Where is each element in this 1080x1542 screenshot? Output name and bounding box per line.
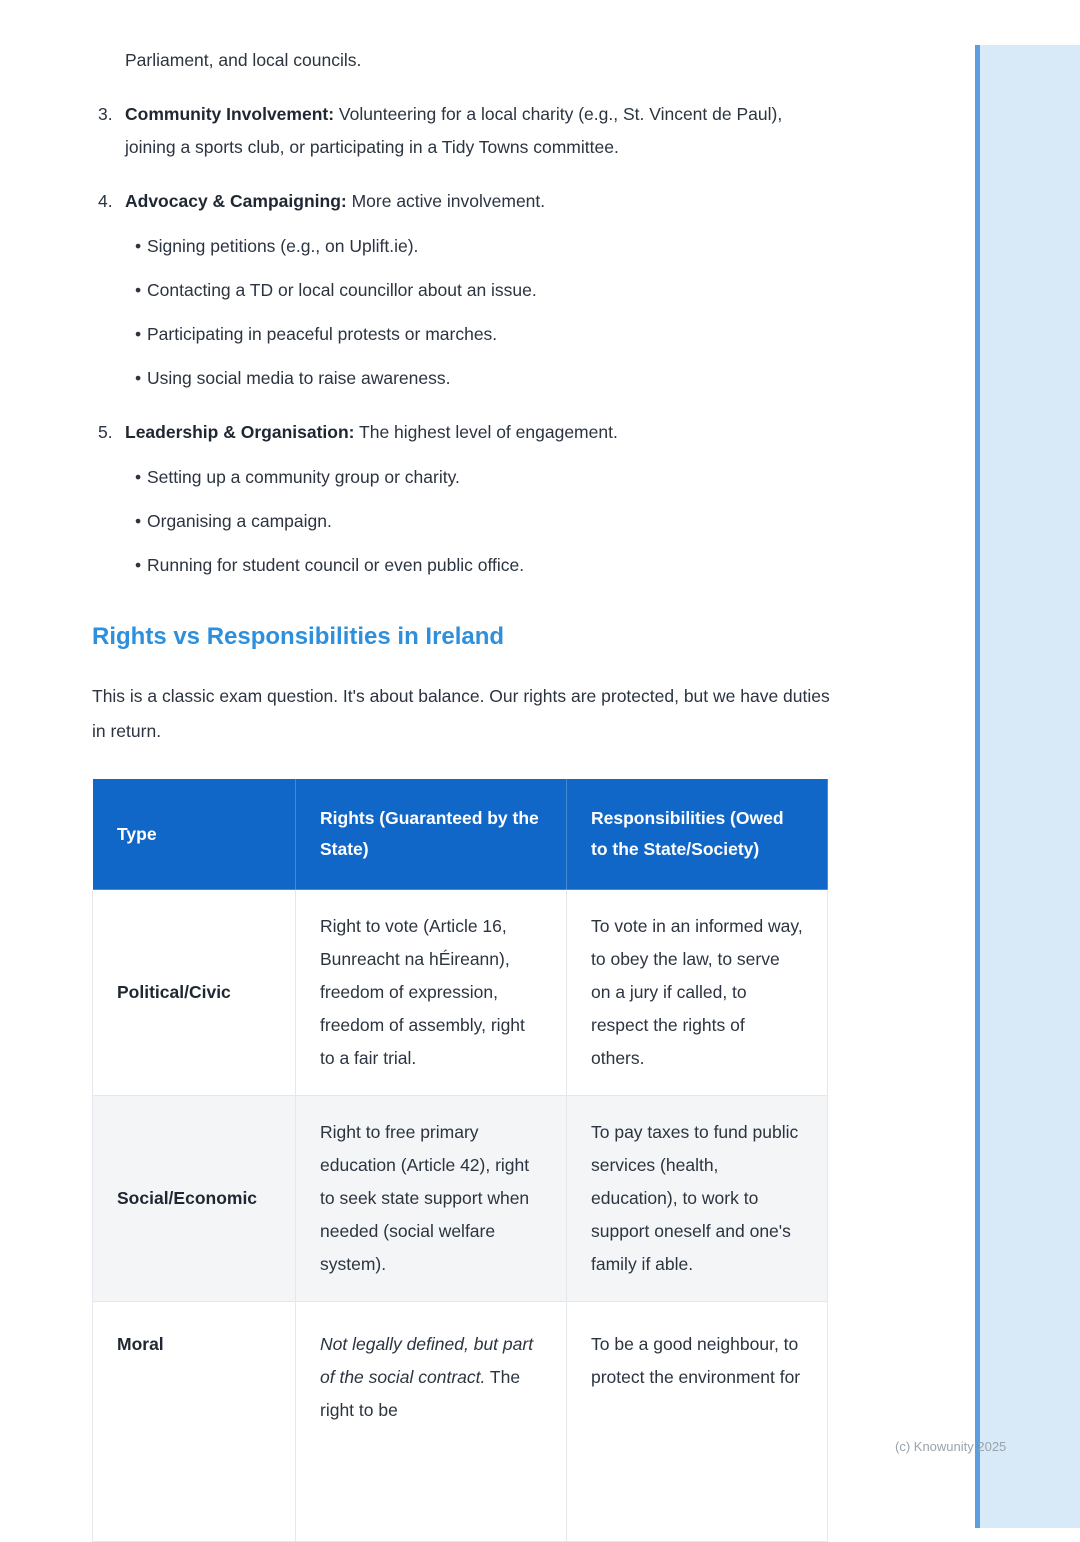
table-header-responsibilities: Responsibilities (Owed to the State/Society) (567, 779, 828, 890)
bullet-text: Contacting a TD or local councillor about an issue. (147, 280, 537, 300)
list-item-term: Advocacy & Campaigning: (125, 191, 347, 211)
bullet-icon (125, 549, 147, 582)
table-header-row (93, 779, 828, 890)
list-item (92, 416, 832, 582)
list-item-description: More active involvement. (346, 191, 546, 211)
table-row (93, 1302, 828, 1542)
table-row (93, 890, 828, 1096)
bullet-list (125, 461, 832, 582)
copyright-text: (c) Knowunity 2025 (895, 1439, 1007, 1454)
list-item (125, 318, 785, 351)
bullet-icon (125, 505, 147, 538)
next-page-preview (975, 45, 1080, 1528)
cell-rights-rest: The right to be (320, 1367, 521, 1420)
section-intro: This is a classic exam question. It's about balance. Our rights are protected, but we have duties in return. (92, 686, 830, 741)
list-item (92, 98, 832, 164)
list-item-body (125, 98, 832, 164)
bullet-text: Organising a campaign. (147, 511, 332, 531)
bullet-text: Signing petitions (e.g., on Uplift.ie). (147, 236, 419, 256)
rights-responsibilities-table (92, 778, 828, 1542)
bullet-list (125, 230, 832, 395)
list-item-term: Leadership & Organisation: (125, 422, 355, 442)
list-item-text (125, 98, 807, 164)
bullet-text: Participating in peaceful protests or marches. (147, 324, 498, 344)
cell-rights-italic: Not legally defined, but part of the social contract. (320, 1334, 534, 1387)
list-item (125, 230, 785, 263)
list-item-text (125, 416, 807, 449)
list-item-number: 5. (98, 422, 113, 442)
list-item-text (125, 185, 807, 218)
bullet-text: Using social media to raise awareness. (147, 368, 451, 388)
bullet-text: Setting up a community group or charity. (147, 467, 460, 487)
list-item-description: Volunteering for a local charity (e.g., St. Vincent de Paul), joining a sports club, or participating in a Tidy Towns committee. (125, 104, 783, 157)
list-item (125, 362, 785, 395)
bullet-icon (125, 461, 147, 494)
list-item-description: The highest level of engagement. (354, 422, 618, 442)
list-item-body (125, 416, 832, 582)
bullet-icon (125, 230, 147, 263)
table-row (93, 1096, 828, 1302)
cell-responsibilities: To be a good neighbour, to protect the environment for (567, 1302, 828, 1542)
section-heading: Rights vs Responsibilities in Ireland (92, 623, 505, 650)
cell-rights: Right to free primary education (Article 42), right to seek state support when needed (social welfare system). (296, 1096, 567, 1302)
list-item (92, 185, 832, 395)
bullet-icon (125, 274, 147, 307)
cell-type: Moral (93, 1302, 296, 1542)
cell-rights: Right to vote (Article 16, Bunreacht na hÉireann), freedom of expression, freedom of assembly, right to a fair trial. (296, 890, 567, 1096)
cell-responsibilities: To pay taxes to fund public services (health, education), to work to support oneself and one's family if able. (567, 1096, 828, 1302)
bullet-icon (125, 362, 147, 395)
list-item-body (125, 185, 832, 395)
cell-rights (296, 1302, 567, 1542)
cell-type: Social/Economic (93, 1096, 296, 1302)
cell-type: Political/Civic (93, 890, 296, 1096)
list-item-number: 4. (98, 191, 113, 211)
list-item (125, 549, 785, 582)
list-item (125, 274, 785, 307)
bullet-icon (125, 318, 147, 351)
table-header-type: Type (93, 779, 296, 890)
bullet-text: Running for student council or even public office. (147, 555, 525, 575)
table-header-rights: Rights (Guaranteed by the State) (296, 779, 567, 890)
list-item-number: 3. (98, 104, 113, 124)
list-continuation-text: Parliament, and local councils. (125, 50, 362, 70)
cell-responsibilities: To vote in an informed way, to obey the law, to serve on a jury if called, to respect the rights of others. (567, 890, 828, 1096)
document-page (92, 44, 832, 1542)
list-item (125, 461, 785, 494)
list-item-term: Community Involvement: (125, 104, 335, 124)
page-edge-divider (975, 45, 980, 1528)
list-item (125, 505, 785, 538)
